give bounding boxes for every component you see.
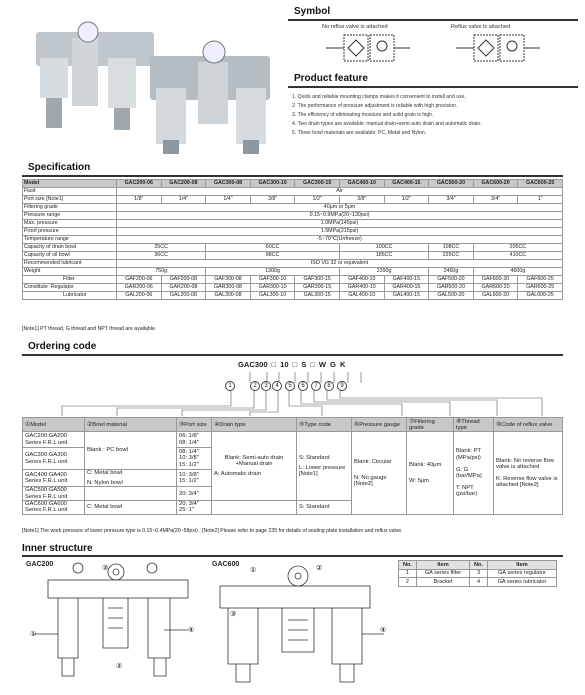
spec-cell: 0.15~0.9MPa(20~130psi) xyxy=(117,212,563,220)
code-part: S xyxy=(301,360,307,369)
feature-item: 5. Three bowl materials are available: PC, Metal and Nylon. xyxy=(292,130,427,136)
feature-item: 3. The efficiency of eliminating moisture and solid grain is high. xyxy=(292,112,434,118)
type-value: S: Standard xyxy=(299,454,330,461)
spec-cell: 750g xyxy=(117,268,206,276)
bowl-option xyxy=(85,470,177,487)
port-value: 08: 1/4" xyxy=(179,449,199,456)
spec-cell: 1/4" xyxy=(206,196,251,204)
symbol-no-reflux-diagram xyxy=(322,33,412,63)
spec-cell: 1.5MPa(215psi) xyxy=(117,228,563,236)
spec-cell: GAR400-15 xyxy=(384,284,429,292)
parts-table xyxy=(398,560,557,587)
gauge-value: N: No gauge [Note2] xyxy=(354,474,387,487)
code-number: 6 xyxy=(298,381,308,391)
parts-cell: Bracket xyxy=(416,578,469,587)
type-value: L: Lower pressure [Note1] xyxy=(299,464,346,477)
code-number: 4 xyxy=(272,381,282,391)
spec-cell: 2460g xyxy=(429,268,474,276)
spec-label: Fluid xyxy=(23,188,117,196)
spec-cell: GAL200-06 xyxy=(117,292,162,300)
feature-list xyxy=(292,93,582,138)
feature-item: 4. Two drain types are available: manual drain+semi-auto drain and automatic drain. xyxy=(292,121,482,127)
spec-cell: 2390g xyxy=(339,268,428,276)
gauge-option xyxy=(352,432,407,515)
ordering-header: ②Bowl material xyxy=(85,418,177,432)
bowl-option xyxy=(85,487,177,500)
port-option xyxy=(177,432,212,448)
divider xyxy=(288,19,578,21)
spec-cell: -5~70°C(Unfreeze) xyxy=(117,236,563,244)
parts-header: No. xyxy=(399,561,417,570)
spec-header: GAC400-15 xyxy=(384,180,429,188)
spec-label: Lubricator xyxy=(23,292,117,300)
spec-cell: GAL300-08 xyxy=(206,292,251,300)
ordering-table xyxy=(22,417,563,515)
bowl-value: C: Metal bowl xyxy=(87,470,123,476)
bowl-value: N: Nylon bowl xyxy=(87,480,123,487)
reflux-value: Blank: No reverse flow valve is attached xyxy=(496,457,554,470)
ordering-header: ④Drain type xyxy=(212,418,297,432)
ordering-header: ⑧Thread type xyxy=(454,418,494,432)
spec-cell: 185CC xyxy=(339,252,428,260)
drain-option xyxy=(212,500,297,514)
ordering-header: ⑤Type code xyxy=(297,418,352,432)
svg-text:③: ③ xyxy=(102,565,109,572)
product-photo xyxy=(28,18,278,156)
spec-cell: GAL200-08 xyxy=(161,292,206,300)
spec-cell: 3/8" xyxy=(250,196,295,204)
spec-cell: GAR600-25 xyxy=(518,284,563,292)
ordering-header: ⑨Code of reflux valve xyxy=(494,418,563,432)
spec-label: Weight xyxy=(23,268,117,276)
spec-header: GAC200-06 xyxy=(117,180,162,188)
parts-header: Item xyxy=(416,561,469,570)
spec-cell: GAF300-08 xyxy=(206,276,251,284)
reflux-option xyxy=(494,432,563,515)
spec-cell: GAF400-10 xyxy=(339,276,384,284)
spec-cell: Air xyxy=(117,188,563,196)
spec-cell: GAF600-25 xyxy=(518,276,563,284)
code-number: 2 xyxy=(250,381,260,391)
spec-cell: GAF200-08 xyxy=(161,276,206,284)
spec-cell: GAR200-06 xyxy=(117,284,162,292)
model-option: GAC600:GA600 Series F.R.L unit xyxy=(23,500,85,514)
drain-option xyxy=(212,432,297,501)
spec-header: GAC300-10 xyxy=(250,180,295,188)
thread-option xyxy=(454,432,494,515)
code-number: 3 xyxy=(261,381,271,391)
svg-text:①: ① xyxy=(250,567,257,574)
code-part: □ xyxy=(310,360,315,369)
symbol-caption-reflux: Reflux valve is attached xyxy=(451,24,511,30)
spec-cell: 25CC xyxy=(117,244,206,252)
spec-header: GAC600-20 xyxy=(473,180,518,188)
code-part: G xyxy=(330,360,336,369)
port-value: 15: 1/2" xyxy=(179,461,199,468)
spec-label: Recommended lubricant xyxy=(23,260,117,268)
port-value: 08: 1/4" xyxy=(179,439,199,446)
drain-value: A: Automatic drain xyxy=(214,471,262,477)
ordering-header: ①Model xyxy=(23,418,85,432)
spec-table xyxy=(22,179,563,300)
code-number: 7 xyxy=(311,381,321,391)
symbol-caption-no-reflux: No reflux valve is attached xyxy=(322,24,388,30)
spec-cell: 205CC xyxy=(473,244,562,252)
svg-text:④: ④ xyxy=(188,627,195,634)
spec-label: Port size [Note1] xyxy=(23,196,117,204)
code-part: □ xyxy=(271,360,277,369)
spec-cell: GAL600-25 xyxy=(518,292,563,300)
spec-cell: 1300g xyxy=(206,268,340,276)
parts-cell: 3 xyxy=(470,569,488,578)
spec-cell: 98CC xyxy=(206,252,340,260)
spec-cell: 60CC xyxy=(206,244,340,252)
drain-value: Blank: Semi-auto drain +Manual drain xyxy=(224,454,284,467)
spec-cell: 1/8" xyxy=(117,196,162,204)
symbol-reflux-diagram xyxy=(452,33,542,63)
port-option xyxy=(177,448,212,470)
spec-header: GAC500-20 xyxy=(429,180,474,188)
model-option: GAC500:GA500 Series F.R.L unit xyxy=(23,487,85,500)
model-option: GAC200:GA200 Series F.R.L unit xyxy=(23,432,85,448)
spec-cell: 4600g xyxy=(473,268,562,276)
spec-cell: 3/4" xyxy=(429,196,474,204)
spec-cell: 1.0MPa(145psi) xyxy=(117,220,563,228)
port-value: 15: 1/2" xyxy=(179,478,199,485)
filtering-value: Blank: 40μm xyxy=(409,461,442,468)
spec-cell: GAF300-10 xyxy=(250,276,295,284)
parts-cell: GA series filter xyxy=(416,569,469,578)
ordering-title: Ordering code xyxy=(28,341,97,352)
gauge-value: Blank: Circular xyxy=(354,458,392,465)
spec-cell: GAR300-15 xyxy=(295,284,340,292)
spec-cell: GAR300-10 xyxy=(250,284,295,292)
code-part: □ xyxy=(292,360,298,369)
inner-title: Inner structure xyxy=(22,543,93,554)
model-option: GAC400:GA400 Series F.R.L unit xyxy=(23,470,85,487)
gac200-section-drawing xyxy=(28,558,200,692)
svg-text:③: ③ xyxy=(230,611,237,618)
parts-cell: 2 xyxy=(399,578,417,587)
spec-cell: 3/8" xyxy=(339,196,384,204)
spec-cell: 40μm or 5μm xyxy=(117,204,563,212)
port-value: 10: 3/8" xyxy=(179,472,199,478)
spec-label: Temperature range xyxy=(23,236,117,244)
bowl-option: C: Metal bowl xyxy=(85,500,177,514)
spec-header: GAC600-25 xyxy=(518,180,563,188)
spec-cell: GAF300-15 xyxy=(295,276,340,284)
parts-cell: GA series lubricator xyxy=(487,578,556,587)
feature-item: 1. Quick and reliable mounting clamps makes it convenient to install and use, xyxy=(292,94,466,100)
code-part: W xyxy=(318,360,327,369)
spec-header: GAC300-15 xyxy=(295,180,340,188)
parts-header: Item xyxy=(487,561,556,570)
spec-cell: GAR600-20 xyxy=(473,284,518,292)
symbol-title: Symbol xyxy=(294,6,331,17)
spec-header: GAC300-08 xyxy=(206,180,251,188)
spec-cell: GAL300-15 xyxy=(295,292,340,300)
spec-cell: 3/4" xyxy=(473,196,518,204)
port-value: 10: 3/8" xyxy=(179,455,199,462)
spec-cell: 1/2" xyxy=(384,196,429,204)
spec-label: Filter xyxy=(23,276,117,284)
spec-label: Capacity of oil bowl xyxy=(23,252,117,260)
ordering-code xyxy=(238,360,349,369)
svg-text:①: ① xyxy=(30,631,37,638)
port-option xyxy=(177,470,212,487)
spec-cell: GAF200-06 xyxy=(117,276,162,284)
reflux-value: K: Reverse flow valve is attached [Note2] xyxy=(496,475,558,489)
spec-header: GAC200-08 xyxy=(161,180,206,188)
spec-cell: 36CC xyxy=(117,252,206,260)
filtering-option xyxy=(407,432,454,515)
spec-cell: GAR300-08 xyxy=(206,284,251,292)
spec-cell: GAR500-20 xyxy=(429,284,474,292)
code-number: 9 xyxy=(337,381,347,391)
spec-title: Specification xyxy=(28,162,91,173)
svg-text:②: ② xyxy=(316,565,323,572)
parts-cell: 4 xyxy=(470,578,488,587)
bowl-option: Blank : PC bowl xyxy=(85,432,177,470)
spec-note: [Note1] PT thread, G thread and NPT thread are available. xyxy=(22,326,157,332)
divider xyxy=(22,555,563,557)
spec-cell: GAL400-10 xyxy=(339,292,384,300)
spec-cell: GAR400-10 xyxy=(339,284,384,292)
port-value: 06: 1/8" xyxy=(179,433,199,440)
svg-text:④: ④ xyxy=(380,627,387,634)
spec-regulator-label: Regulator xyxy=(50,284,74,290)
filtering-value: W: 5μm xyxy=(409,477,429,484)
spec-label: Proof pressure xyxy=(23,228,117,236)
ordering-note: [Note1] The work pressure of lower pressure type is 0.15~0.4MPa(20~58psi) ; [Note2] Please refer to page 235 for details of sealing plate installation and reflux valve. xyxy=(22,528,403,534)
spec-label: Capacity of drain bowl xyxy=(23,244,117,252)
port-value: 20: 3/4" xyxy=(179,501,199,508)
spec-label xyxy=(23,284,117,292)
drawing-label-gac200: GAC200 xyxy=(26,561,54,568)
spec-cell: 410CC xyxy=(473,252,562,260)
code-number: 1 xyxy=(225,381,235,391)
spec-cell: ISO VG 32 or equivalent xyxy=(117,260,563,268)
spec-label: Filtering grade xyxy=(23,204,117,212)
spec-cell: GAF600-20 xyxy=(473,276,518,284)
feature-title: Product feature xyxy=(294,73,368,84)
spec-cell: GAL500-20 xyxy=(429,292,474,300)
spec-cell: 1" xyxy=(518,196,563,204)
model-option: GAC300:GA300 Series F.R.L unit xyxy=(23,448,85,470)
code-part: GAC300 xyxy=(238,360,268,369)
thread-value: T: NPT (psi/bar) xyxy=(456,485,478,498)
thread-value: Blank: PT (MPa/psi) xyxy=(456,448,482,461)
spec-cell: GAL600-20 xyxy=(473,292,518,300)
parts-header: No. xyxy=(470,561,488,570)
code-number: 5 xyxy=(285,381,295,391)
spec-cell: GAL300-10 xyxy=(250,292,295,300)
ordering-header: ⑥Pressure gauge xyxy=(352,418,407,432)
divider xyxy=(288,86,578,88)
divider xyxy=(22,354,563,356)
spec-cell: GAF400-15 xyxy=(384,276,429,284)
spec-cell: 108CC xyxy=(429,244,474,252)
spec-cell: 1/4" xyxy=(161,196,206,204)
spec-cell: GAF500-20 xyxy=(429,276,474,284)
spec-cell: GAR200-08 xyxy=(161,284,206,292)
spec-header: Model xyxy=(23,180,117,188)
divider xyxy=(22,175,563,177)
port-value: 25: 1" xyxy=(179,507,194,514)
drawing-label-gac600: GAC600 xyxy=(212,561,240,568)
spec-label: Max. pressure xyxy=(23,220,117,228)
spec-label: Pressure range xyxy=(23,212,117,220)
spec-constitute-label: Constitute xyxy=(24,284,48,290)
spec-cell: 225CC xyxy=(429,252,474,260)
parts-cell: 1 xyxy=(399,569,417,578)
type-option xyxy=(297,432,352,501)
parts-cell: GA series regulator xyxy=(487,569,556,578)
code-part: 10 xyxy=(280,360,289,369)
feature-item: 2. The performance of pressure adjustment is reliable with high precision. xyxy=(292,103,458,109)
spec-header: GAC400-10 xyxy=(339,180,384,188)
code-number: 8 xyxy=(324,381,334,391)
port-option xyxy=(177,500,212,514)
thread-value: G: G (bar/MPa) xyxy=(456,466,482,479)
spec-cell: 1/2" xyxy=(295,196,340,204)
code-leader-lines xyxy=(22,370,563,418)
code-part: K xyxy=(339,360,346,369)
ordering-header: ③Port size xyxy=(177,418,212,432)
type-option: S: Standard xyxy=(297,500,352,514)
ordering-header: ⑦Filtering grade xyxy=(407,418,454,432)
spec-cell: GAL400-15 xyxy=(384,292,429,300)
svg-text:②: ② xyxy=(116,663,123,670)
spec-cell: 100CC xyxy=(339,244,428,252)
port-option: 20: 3/4" xyxy=(177,487,212,500)
gac600-section-drawing xyxy=(212,558,390,692)
